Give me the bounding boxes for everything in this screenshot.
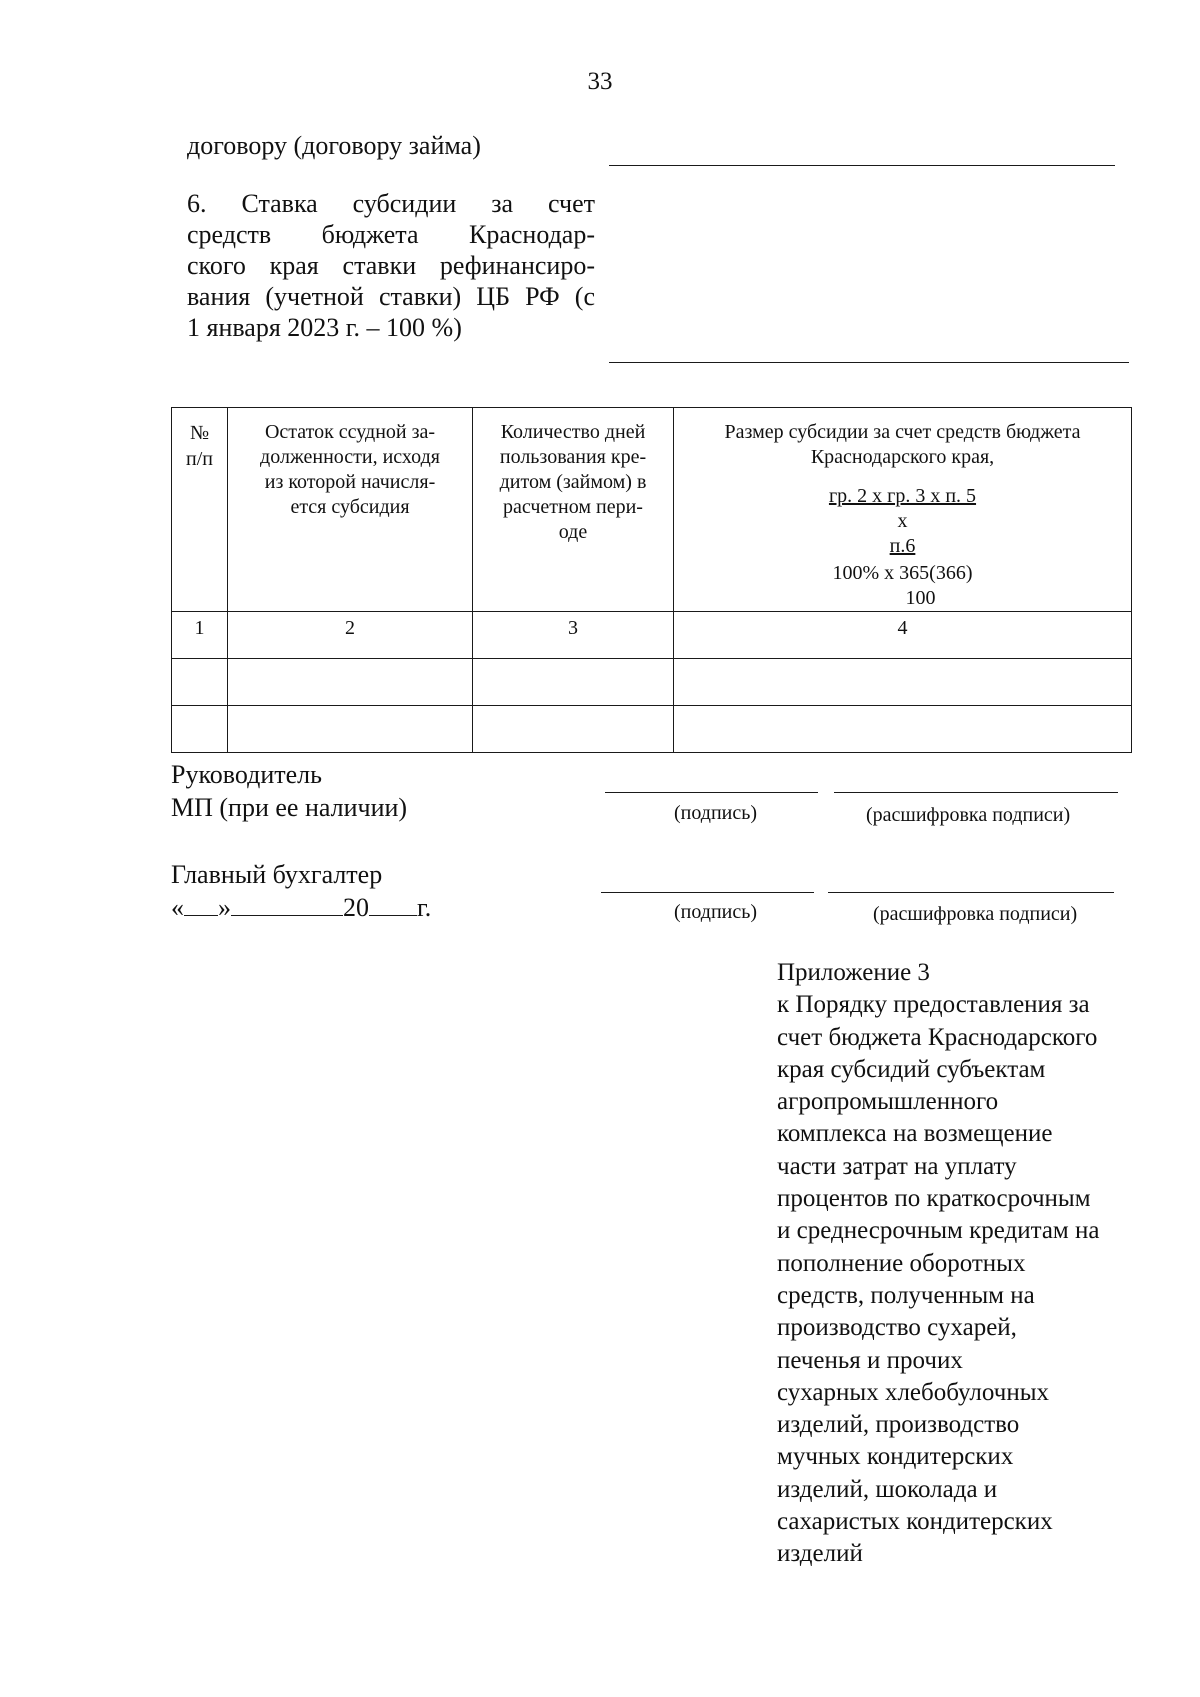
appendix-line: изделий [777,1540,863,1568]
table-cell[interactable] [228,706,473,753]
header-text: долженности, исходя [260,446,440,468]
appendix-line: сухарных хлебобулочных [777,1378,1049,1406]
item-6-fill-line [609,362,1129,363]
appendix-line: к Порядку предоставления за [777,991,1090,1019]
accountant-signature-line [601,892,814,893]
formula-p6: п.6 [889,535,916,557]
header-text: Размер субсидии за счет средств бюджета [724,421,1081,443]
column-number: 3 [568,617,578,639]
date-line [171,892,431,924]
formula-numerator: гр. 2 x гр. 3 x п. 5 [828,485,977,507]
column-number-cell [228,612,473,659]
item-6-line: 1 января 2023 г. – 100 %) [187,313,462,342]
header-cell-number [172,408,228,612]
item-6-line: 6. Ставка субсидии за счет [187,189,595,218]
table-header-row [172,408,1132,612]
date-close-quote: » [218,893,231,922]
column-number: 1 [194,617,205,639]
table-cell[interactable] [674,659,1132,706]
header-text: п/п [186,448,213,470]
header-cell-loan-balance [228,408,473,612]
appendix-line: части затрат на уплату [777,1152,1017,1180]
item-6-line: средств бюджета Краснодар- [187,220,595,249]
header-text: дитом (займом) в [499,471,647,493]
header-text: Количество дней [500,421,646,443]
table-cell[interactable] [172,659,228,706]
accountant-decoding-caption: (расшифровка подписи) [873,903,1078,925]
page-number: 33 [587,68,613,95]
appendix-line: мучных кондитерских [777,1443,1014,1471]
table-row [172,612,1132,659]
header-text: № [189,422,210,444]
table-row [172,706,1132,753]
subsidy-table [171,407,1132,753]
column-number-cell [172,612,228,659]
head-label: Руководитель [171,760,322,789]
header-text: ется субсидия [290,496,410,518]
item-6-line: ского края ставки рефинансиро- [187,251,595,280]
appendix-line: средств, полученным на [777,1281,1035,1309]
date-day-blank[interactable] [184,893,218,916]
header-text: расчетном пери- [503,496,643,518]
date-month-blank[interactable] [231,893,343,916]
date-open-quote: « [171,893,184,922]
appendix-line: пополнение оборотных [777,1249,1026,1277]
appendix-line: печенья и прочих [777,1346,963,1374]
header-cell-days [473,408,674,612]
head-decoding-caption: (расшифровка подписи) [866,804,1071,826]
column-number: 4 [897,617,908,639]
table-cell[interactable] [172,706,228,753]
table-cell[interactable] [674,706,1132,753]
formula-hundred: 100 [905,587,936,609]
appendix-line: счет бюджета Краснодарского [777,1023,1098,1051]
appendix-line: комплекса на возмещение [777,1120,1053,1148]
date-year-prefix: 20 [343,893,369,922]
appendix-line: агропромышленного [777,1088,999,1116]
table-row [172,659,1132,706]
contract-fill-line [609,165,1115,166]
appendix-line: и среднесрочным кредитам на [777,1217,1100,1245]
header-text: пользования кре- [499,446,647,468]
table-cell[interactable] [228,659,473,706]
column-number-cell [674,612,1132,659]
chief-accountant-label: Главный бухгалтер [171,860,383,889]
subsidy-formula [674,484,1131,611]
stamp-label: МП (при ее наличии) [171,793,408,822]
header-text: Краснодарского края, [810,446,995,468]
appendix-line: производство сухарей, [777,1314,1017,1342]
item-6-line: вания (учетной ставки) ЦБ РФ (с [187,282,595,311]
formula-times: x [897,510,908,532]
header-cell-subsidy-amount [674,408,1132,612]
head-decoding-line [834,792,1118,793]
column-number: 2 [345,617,355,639]
header-text: оде [558,521,588,543]
appendix-line: Приложение 3 [777,959,930,986]
date-year-blank[interactable] [369,893,417,916]
formula-denominator: 100% x 365(366) [832,562,973,584]
appendix-block [777,957,1099,1571]
date-year-suffix: г. [417,893,432,922]
header-text: Остаток ссудной за- [264,421,436,443]
table-cell[interactable] [473,706,674,753]
appendix-line: края субсидий субъектам [777,1055,1046,1083]
accountant-signature-caption: (подпись) [674,901,758,923]
head-signature-caption: (подпись) [674,802,758,824]
head-signature-line [605,792,818,793]
accountant-decoding-line [828,892,1114,893]
appendix-line: изделий, производство [777,1411,1020,1439]
header-text: из которой начисля- [264,471,436,493]
appendix-line: процентов по краткосрочным [777,1185,1091,1213]
column-number-cell [473,612,674,659]
item-6-paragraph [187,188,595,343]
appendix-line: сахаристых кондитерских [777,1508,1053,1536]
contract-line-text: договору (договору займа) [187,131,481,160]
appendix-line: изделий, шоколада и [777,1475,998,1503]
table-cell[interactable] [473,659,674,706]
